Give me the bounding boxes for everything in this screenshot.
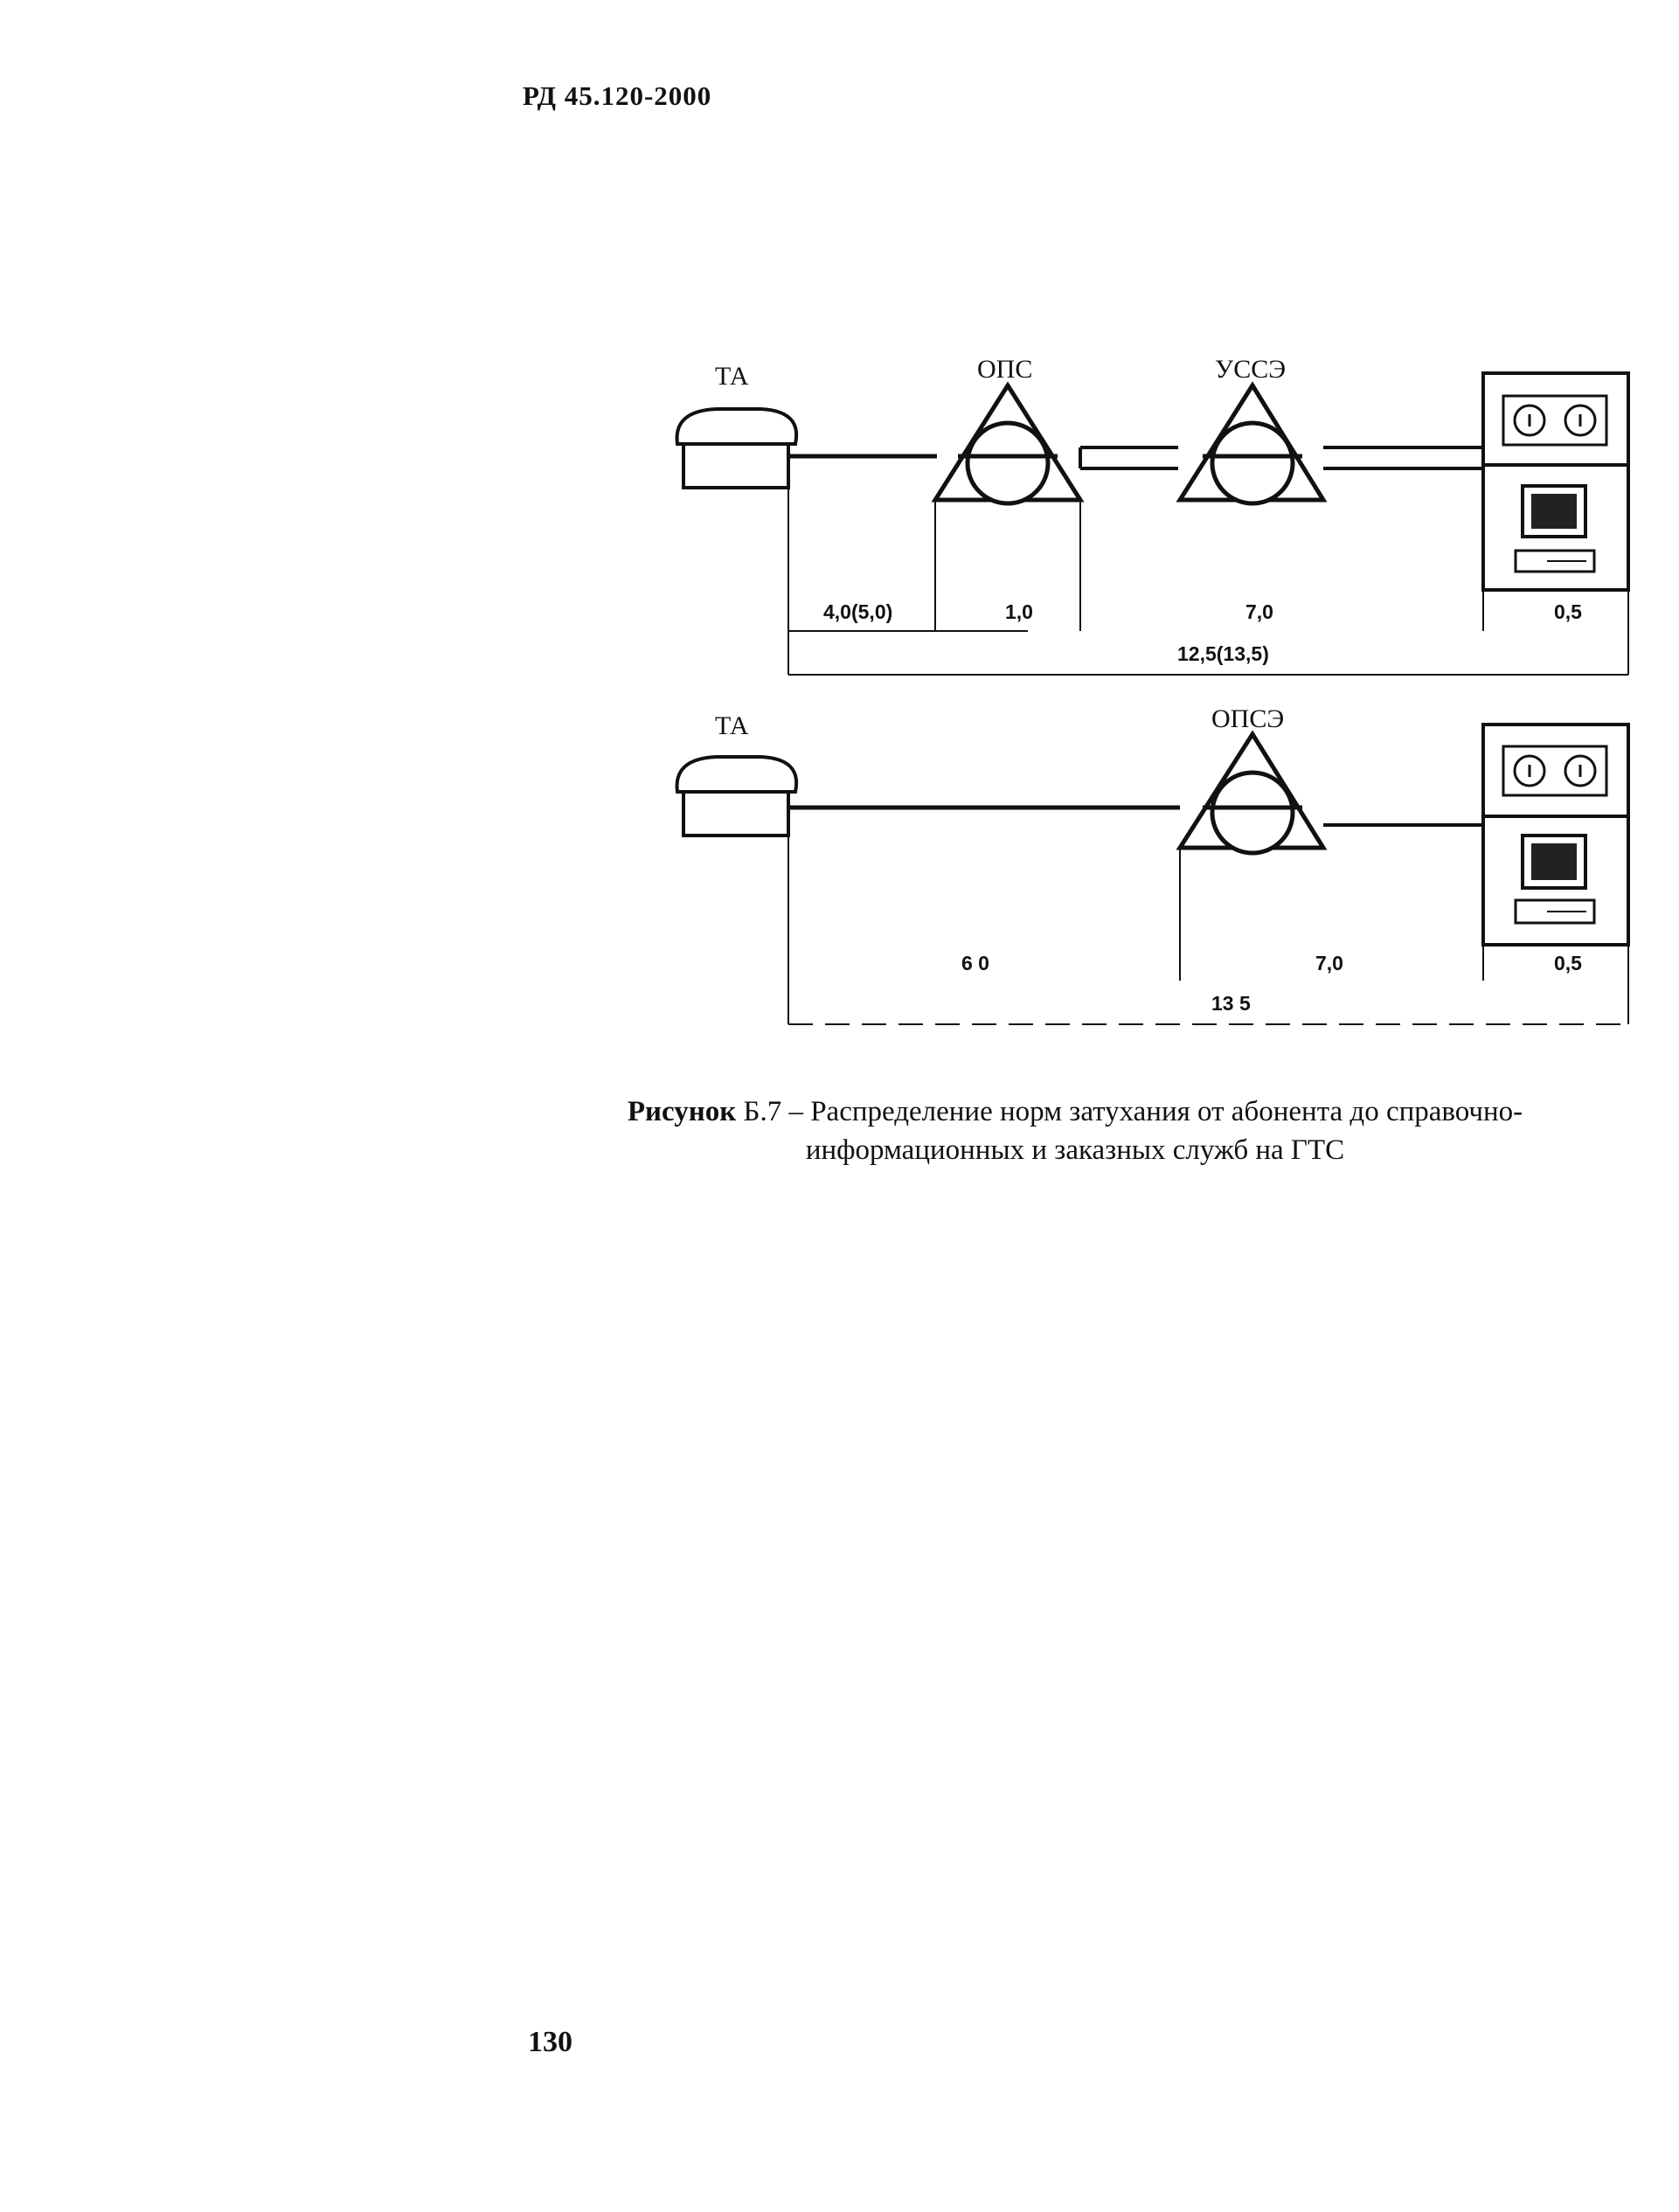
telephone-icon-bottom — [677, 757, 797, 836]
node-opse-icon — [1180, 734, 1323, 853]
telephone-icon — [677, 409, 797, 488]
diagram-bottom — [677, 725, 1628, 1024]
node-usse-icon — [1180, 385, 1323, 503]
value-top-total: 12,5(13,5) — [1177, 642, 1269, 665]
service-equipment-icon — [1483, 373, 1628, 590]
label-subscriber-top: ТА — [715, 362, 749, 391]
value-bottom-seg2: 7,0 — [1315, 952, 1343, 974]
document-header: РД 45.120-2000 — [523, 80, 712, 111]
caption-lead: Рисунок — [627, 1096, 737, 1127]
label-node-ops: ОПС — [977, 355, 1033, 384]
value-bottom-seg3: 0,5 — [1554, 952, 1582, 974]
service-equipment-icon-bottom — [1483, 725, 1628, 945]
caption-line-1 — [559, 1092, 1591, 1131]
label-node-usse: УССЭ — [1215, 355, 1287, 384]
label-subscriber-bottom: ТА — [715, 711, 749, 740]
value-top-seg3: 7,0 — [1245, 600, 1273, 623]
value-bottom-seg1: 6 0 — [961, 952, 989, 974]
caption-text-1: Б.7 – Распределение норм затухания от абонента до справочно- — [736, 1096, 1523, 1127]
value-top-seg1: 4,0(5,0) — [823, 600, 893, 623]
value-top-seg2: 1,0 — [1005, 600, 1033, 623]
value-bottom-total: 13 5 — [1211, 992, 1251, 1015]
figure-caption — [559, 1092, 1591, 1169]
caption-text-2: информационных и заказных служб на ГТС — [805, 1134, 1345, 1166]
node-ops-icon — [935, 385, 1080, 503]
page-number: 130 — [528, 2026, 572, 2058]
label-node-opse: ОПСЭ — [1211, 704, 1285, 733]
value-top-seg4: 0,5 — [1554, 600, 1582, 623]
diagram-top — [677, 373, 1628, 675]
